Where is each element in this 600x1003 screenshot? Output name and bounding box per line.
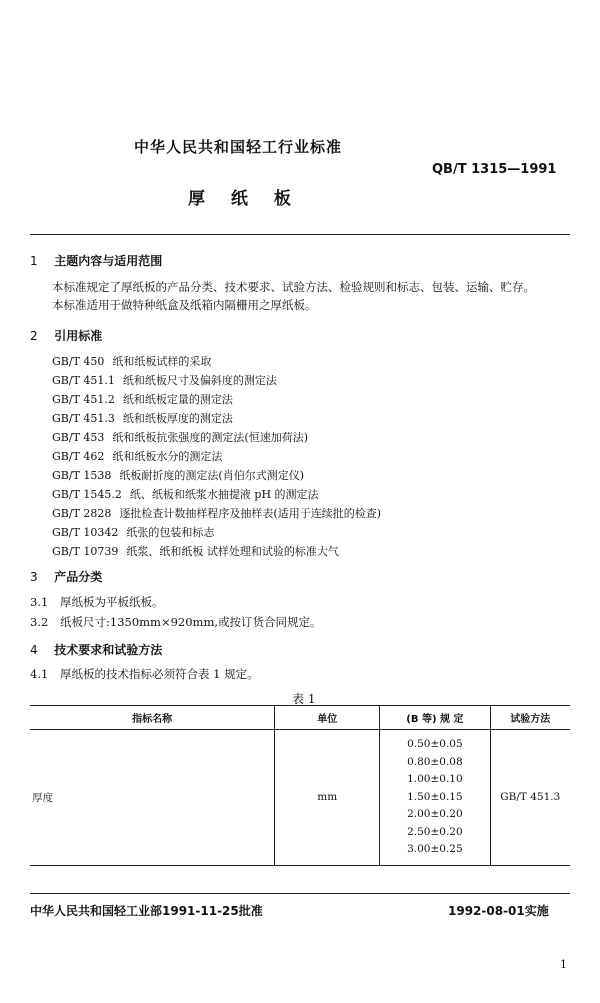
reference-item	[52, 504, 381, 523]
clause-number: 4.1	[30, 667, 49, 681]
section-title: 引用标准	[54, 329, 103, 343]
reference-item	[52, 409, 381, 428]
clause-3-1	[30, 593, 164, 611]
thickness-value: 0.80±0.08	[407, 755, 463, 768]
reference-code: GB/T 2828	[52, 507, 112, 520]
thickness-value: 0.50±0.05	[407, 738, 463, 750]
spec-table	[30, 705, 570, 866]
clause-number: 3.2	[30, 615, 49, 629]
reference-item	[52, 447, 381, 466]
header-indicator-name: 指标名称	[132, 714, 173, 725]
header-unit: 单位	[275, 706, 380, 730]
reference-title: 纸、纸板和纸浆水抽提液 pH 的测定法	[129, 488, 319, 501]
cell-unit: mm	[275, 730, 380, 866]
footer-divider	[30, 893, 570, 894]
reference-title: 纸板耐折度的测定法(肖伯尔式测定仪)	[119, 469, 304, 482]
reference-code: GB/T 453	[52, 431, 105, 444]
clause-text: 纸板尺寸:1350mm×920mm,或按订货合同规定。	[60, 615, 322, 629]
thickness-value: 2.50±0.20	[407, 825, 463, 838]
reference-item	[52, 466, 381, 485]
reference-title: 纸浆、纸和纸板 试样处理和试验的标准大气	[126, 545, 339, 558]
page-number: 1	[560, 958, 567, 971]
reference-item	[52, 352, 381, 371]
section-title: 技术要求和试验方法	[54, 643, 163, 657]
section-number: 2	[30, 329, 38, 343]
reference-title: 纸和纸板尺寸及偏斜度的测定法	[122, 374, 277, 387]
reference-list	[52, 352, 381, 561]
section-title: 产品分类	[54, 570, 103, 584]
reference-code: GB/T 451.3	[52, 412, 115, 425]
reference-title: 纸和纸板试样的采取	[112, 355, 212, 368]
thickness-value: 2.00±0.20	[407, 808, 463, 820]
scope-paragraph-1: 本标准规定了厚纸板的产品分类、技术要求、试验方法、检验规则和标志、包装、运输、贮存。	[52, 280, 535, 294]
section-number: 4	[30, 643, 38, 657]
reference-code: GB/T 1538	[52, 469, 112, 482]
clause-3-2	[30, 613, 322, 631]
section-heading-1	[30, 252, 162, 269]
header-test-method: 试验方法	[490, 706, 570, 730]
approval-statement: 中华人民共和国轻工业部1991-11-25批准	[30, 904, 263, 918]
section-heading-2	[30, 327, 102, 344]
reference-item	[52, 371, 381, 390]
reference-code: GB/T 462	[52, 450, 105, 463]
clause-text: 厚纸板的技术指标必须符合表 1 规定。	[60, 667, 259, 681]
reference-item	[52, 542, 381, 561]
reference-item	[52, 390, 381, 409]
section-heading-4	[30, 641, 162, 658]
standard-organization: 中华人民共和国轻工行业标准	[134, 138, 343, 156]
reference-code: GB/T 10342	[52, 526, 119, 539]
reference-item	[52, 523, 381, 542]
thickness-value: 3.00±0.25	[407, 843, 463, 855]
clause-4-1	[30, 665, 259, 683]
thickness-value: 1.00±0.10	[407, 773, 463, 785]
cell-indicator-name: 厚度	[32, 791, 53, 804]
reference-code: GB/T 1545.2	[52, 488, 122, 501]
table-row	[30, 730, 570, 866]
reference-title: 纸和纸板厚度的测定法	[122, 412, 233, 425]
reference-title: 逐批检查计数抽样程序及抽样表(适用于连续批的检查)	[119, 507, 381, 520]
cell-test-method: GB/T 451.3	[490, 730, 570, 866]
thickness-value: 1.50±0.15	[407, 790, 463, 803]
reference-title: 纸张的包装和标志	[126, 526, 215, 539]
reference-code: GB/T 10739	[52, 545, 119, 558]
table-header-row	[30, 706, 570, 730]
standard-code: QB/T 1315—1991	[432, 162, 557, 177]
reference-title: 纸和纸板水分的测定法	[112, 450, 223, 463]
clause-number: 3.1	[30, 595, 49, 609]
reference-item	[52, 428, 381, 447]
document-title: 厚 纸 板	[188, 189, 301, 209]
header-specification: (B 等) 规 定	[380, 706, 490, 730]
section-title: 主题内容与适用范围	[54, 254, 163, 268]
reference-code: GB/T 450	[52, 355, 105, 368]
clause-text: 厚纸板为平板纸板。	[60, 595, 164, 609]
section-number: 1	[30, 254, 38, 268]
cell-values	[380, 730, 490, 866]
effective-date: 1992-08-01实施	[448, 904, 549, 918]
table-caption: 表 1	[292, 692, 316, 706]
header-divider	[30, 234, 570, 235]
reference-code: GB/T 451.1	[52, 374, 115, 387]
reference-code: GB/T 451.2	[52, 393, 115, 406]
reference-title: 纸和纸板定量的测定法	[122, 393, 233, 406]
reference-item	[52, 485, 381, 504]
section-heading-3	[30, 568, 102, 585]
section-number: 3	[30, 570, 38, 584]
scope-paragraph-2: 本标准适用于做特种纸盒及纸箱内隔栅用之厚纸板。	[52, 298, 317, 312]
reference-title: 纸和纸板抗张强度的测定法(恒速加荷法)	[112, 431, 308, 444]
